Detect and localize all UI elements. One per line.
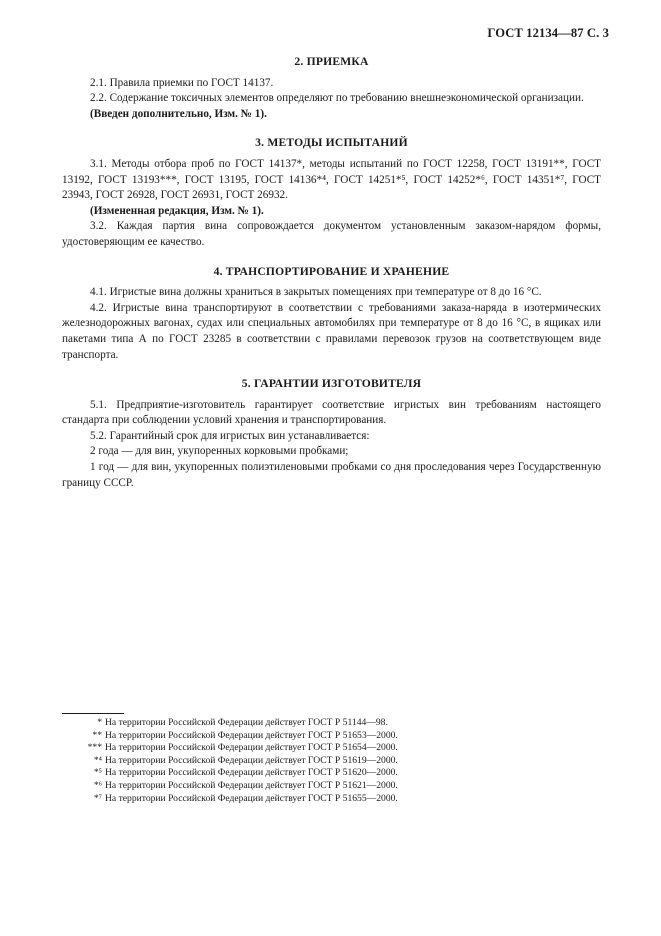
paragraph-5-2: 5.2. Гарантийный срок для игристых вин устанавливается: — [90, 429, 370, 442]
footnote — [62, 730, 482, 743]
footnote — [62, 780, 482, 793]
paragraph-4-1: 4.1. Игристые вина должны храниться в закрытых помещениях при температуре от 8 до 16 °С. — [90, 286, 542, 299]
amendment-note: (Измененная редакция, Изм. № 1). — [90, 204, 264, 217]
paragraph-2-2: 2.2. Содержание токсичных элементов определяют по требованию внешнеэкономической организации. — [90, 92, 584, 105]
paragraph-3-2: 3.2. Каждая партия вина сопровождается документом установленным заказом-нарядом формы, удостоверяющим ее качество. — [62, 220, 601, 248]
footnote-mark: * — [97, 717, 102, 728]
footnote-divider — [62, 713, 124, 714]
footnote — [62, 717, 482, 730]
footnote-mark: *⁶ — [93, 779, 102, 791]
section-title: 2. ПРИЕМКА — [294, 55, 369, 68]
footnote-mark: *⁷ — [93, 792, 102, 804]
footnote-text: На территории Российской Федерации действует ГОСТ Р 51144—98. — [105, 717, 388, 728]
page-header: ГОСТ 12134—87 С. 3 — [487, 26, 609, 40]
section-title: 5. ГАРАНТИИ ИЗГОТОВИТЕЛЯ — [241, 377, 422, 391]
section-acceptance — [62, 54, 601, 122]
footnote-text: На территории Российской Федерации действует ГОСТ Р 51619—2000. — [105, 754, 398, 766]
footnote-mark: *** — [87, 742, 102, 754]
footnotes — [62, 713, 482, 805]
warranty-cork: 2 года — для вин, укупоренных корковыми пробками; — [90, 445, 349, 458]
amendment-note: (Введен дополнительно, Изм. № 1). — [90, 107, 267, 120]
paragraph-4-2: 4.2. Игристые вина транспортируют в соответствии с требованиями заказа-наряда в изотермических железнодорожных вагонах, судах или специальных автомобилях при температуре от 8 до 16 °С, в ящиках или пакетами типа А по ГОСТ 23285 в соответствии с правилами перевозок грузов на соответствующем виде транспорта. — [62, 301, 601, 361]
footnote-mark: ** — [92, 729, 102, 741]
footnote — [62, 767, 482, 780]
footnote-mark: *⁴ — [93, 754, 102, 766]
footnote-text: На территории Российской Федерации действует ГОСТ Р 51621—2000. — [105, 779, 398, 791]
section-warranty — [62, 376, 601, 491]
paragraph-2-1: 2.1. Правила приемки по ГОСТ 14137. — [90, 76, 274, 89]
paragraph-5-1: 5.1. Предприятие-изготовитель гарантирует соответствие игристых вин требованиям настоящего стандарта при соблюдении условий хранения и транспортирования. — [62, 398, 601, 427]
section-title: 4. ТРАНСПОРТИРОВАНИЕ И ХРАНЕНИЕ — [213, 264, 450, 278]
warranty-polyethylene: 1 год — для вин, укупоренных полиэтиленовыми пробками со дня проследования через Государственную границу СССР. — [62, 461, 601, 489]
footnote-text: На территории Российской Федерации действует ГОСТ Р 51653—2000. — [105, 729, 398, 741]
footnote — [62, 793, 482, 806]
section-test-methods — [62, 135, 601, 250]
section-transport-storage — [62, 264, 601, 364]
footnote-mark: *⁵ — [93, 767, 102, 779]
footnote-text: На территории Российской Федерации действует ГОСТ Р 51620—2000. — [105, 767, 398, 779]
footnote — [62, 755, 482, 768]
paragraph-3-1: 3.1. Методы отбора проб по ГОСТ 14137*, методы испытаний по ГОСТ 12258, ГОСТ 13191**, ГОСТ 13192, ГОСТ 13193***, ГОСТ 13195, ГОСТ 14136*⁴, ГОСТ 14251*⁵, ГОСТ 14252*⁶, ГОСТ 14351*⁷, ГОСТ 23943, ГОСТ 26928, ГОСТ 26931, ГОСТ 26932. — [62, 157, 601, 202]
footnote-text: На территории Российской Федерации действует ГОСТ Р 51655—2000. — [105, 792, 398, 804]
footnote — [62, 742, 482, 755]
section-title: 3. МЕТОДЫ ИСПЫТАНИЙ — [255, 136, 408, 150]
footnote-text: На территории Российской Федерации действует ГОСТ Р 51654—2000. — [105, 742, 398, 754]
document-body — [62, 54, 601, 496]
